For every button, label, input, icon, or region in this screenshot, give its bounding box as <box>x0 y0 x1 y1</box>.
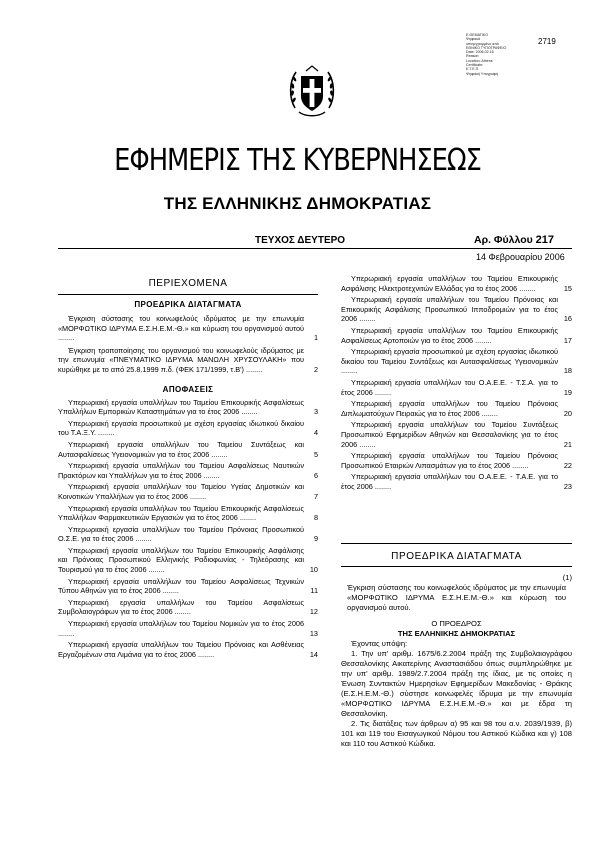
toc-entry <box>341 274 572 293</box>
item-title: Έγκριση σύστασης του κοινωφελούς ιδρύματος με την επωνυμία «ΜΟΡΦΩΤΙΚΟ ΙΔΡΥΜΑ Ε.Σ.Η.Ε.Μ.-Θ.» και κύρωση του οργανισμού αυτού. <box>347 583 566 612</box>
toc-decisions-heading: ΑΠΟΦΑΣΕΙΣ <box>162 384 214 394</box>
main-heading: ΠΡΟΕΔΡΙΚΑ ΔΙΑΤΑΓΜΑΤΑ <box>391 551 522 562</box>
stamp-line: Ε.Τ.Ε.Π. <box>466 67 480 72</box>
toc-entry-page: 22 <box>563 460 572 470</box>
toc-entry <box>58 419 318 438</box>
toc-decrees-heading: ΠΡΟΕΔΡΙΚΑ ΔΙΑΤΑΓΜΑΤΑ <box>134 300 242 309</box>
toc-heading: ΠΕΡΙΕΧΟΜΕΝΑ <box>148 278 228 289</box>
toc-entry-text: Υπερωριακή εργασία υπαλλήλων του Ταμείου Ασφαλίσεως Ναυτικών Πρακτόρων και Υπαλλήλων για το έτος 2006 ........ <box>58 461 304 480</box>
toc-entry-text: Υπερωριακή εργασία προσωπικού με σχέση εργασίας ιδιωτικού δικαίου του Ταμείου Συντάξεως και Αυτασφαλίσεως Υγειονομικών ........ <box>341 347 558 376</box>
toc-entry-text: Υπερωριακή εργασία υπαλλήλων του Ταμείου Πρόνοιας και Ασθένειας Εργαζομένων στα Λιμάνια για το έτος 2006 ........ <box>58 640 304 659</box>
toc-entry-page: 13 <box>309 628 318 638</box>
toc-entry-page: 16 <box>563 314 572 324</box>
digital-signature-stamp <box>466 33 546 76</box>
main-top-rule <box>341 543 572 544</box>
toc-entry-text: Υπερωριακή εργασία υπαλλήλων του Ταμείου Επικουρικής Ασφάλισης και Πρόνοιας Προσωπικού Ελληνικής Ραδιοφωνίας - Τηλεόρασης και Τουρισμού για το έτος 2006 ........ <box>58 545 304 575</box>
toc-entry <box>341 451 572 470</box>
toc-entry <box>58 398 318 417</box>
sheet-label: Αρ. Φύλλου <box>474 234 533 246</box>
toc-entry-text: Υπερωριακή εργασία υπαλλήλων του Ταμείου Ασφαλίσεως Συμβολαιογράφων για το έτος 2006 ........ <box>58 597 304 617</box>
gazette-subtitle: ΤΗΣ ΕΛΛΗΝΙΚΗΣ ΔΗΜΟΚΡΑΤΙΑΣ <box>163 194 432 213</box>
toc-entry-text: Υπερωριακή εργασία υπαλλήλων του Ταμείου Επικουρικής Ασφαλίσεως Υπαλλήλων Εμπορικών Καταστημάτων για το έτος 2006 ........ <box>58 397 304 417</box>
item-number: (1) <box>562 573 572 582</box>
stamp-line: Ψηφιακή Υπογραφή <box>466 71 499 76</box>
toc-entry-page: 14 <box>309 649 318 659</box>
toc-entry <box>58 640 318 659</box>
stamp-line: Location: Athens <box>466 58 493 63</box>
toc-entry <box>58 504 318 523</box>
toc-entry-page: 9 <box>313 534 318 544</box>
toc-entry <box>341 399 572 418</box>
toc-entry <box>58 461 318 480</box>
toc-entry-text: Υπερωριακή εργασία υπαλλήλων του Ταμείου Υγείας Δημοτικών και Κοινοτικών Υπαλλήλων για το έτος 2006 ........ <box>58 482 304 501</box>
toc-entry-text: Υπερωριακή εργασία υπαλλήλων του Ταμείου Πρόνοιας Διπλωματούχων Πειραιώς για το έτος 2006 ........ <box>341 399 558 418</box>
toc-entry-text: Υπερωριακή εργασία υπαλλήλων του Ταμείου Πρόνοιας Προσωπικού Ο.Σ.Ε. για το έτος 2006 ........ <box>58 524 304 544</box>
stamp-line: Ψηφιακά <box>466 37 481 42</box>
stamp-line: υπογεγραμμένο από <box>466 41 499 46</box>
toc-entry-text: Υπερωριακή εργασία υπαλλήλων του Ο.Α.Ε.Ε. - Τ.Α.Ε. για το έτος 2006 ........ <box>341 472 558 491</box>
issue-date: 14 Φεβρουαρίου 2006 <box>476 252 565 262</box>
toc-entry-page: 19 <box>563 387 572 397</box>
toc-entry-text: Υπερωριακή εργασία υπαλλήλων του Ταμείου Νομικών για το έτος 2006 ........ <box>58 619 304 638</box>
toc-entry-page: 11 <box>310 586 318 596</box>
toc-entry <box>58 525 318 544</box>
toc-entry <box>58 598 318 617</box>
toc-entry-text: Υπερωριακή εργασία υπαλλήλων του Ταμείου Πρόνοιας και Επικουρικής Ασφάλισης Προσωπικού Ιπποδρομιών για το έτος 2006 ........ <box>341 295 558 324</box>
toc-entry-text: Υπερωριακή εργασία υπαλλήλων του Ταμείου Πρόνοιας Προσωπικού Εταιριών Λιπασμάτων για το έτος 2006 ........ <box>341 451 558 470</box>
toc-entry-page: 6 <box>313 470 318 480</box>
header-rule <box>58 248 572 249</box>
toc-entry-text: Υπερωριακή εργασία υπαλλήλων του Ο.Α.Ε.Ε. - Τ.Σ.Α. για το έτος 2006 ........ <box>341 377 558 397</box>
toc-entry-page: 18 <box>563 366 572 376</box>
toc-entry-text: Έγκριση σύστασης του κοινωφελούς ιδρύματος με την επωνυμία «ΜΟΡΦΩΤΙΚΟ ΙΔΡΥΜΑ Ε.Σ.Η.Ε.Μ.-Θ.» και κύρωση του οργανισμού αυτού ........ <box>58 314 304 343</box>
issue-label: ΤΕΥΧΟΣ ΔΕΥΤΕΡΟ <box>255 235 346 246</box>
toc-entry <box>58 440 318 459</box>
toc-entry-page: 5 <box>313 449 318 459</box>
toc-column <box>58 272 318 661</box>
toc-entry-page: 12 <box>309 607 318 617</box>
toc-entry <box>58 314 318 343</box>
toc-entry-page: 7 <box>313 491 318 501</box>
toc-entry-page: 23 <box>563 481 572 491</box>
toc-entry <box>58 619 318 638</box>
toc-decisions-continued-list <box>341 274 572 491</box>
paragraph-1: 1. Την υπ' αριθμ. 1675/6.2.2004 πράξη της Συμβολαιογράφου Θεσσαλονίκης Αικατερίνης Αναστασιάδου όπως συμπληρώθηκε με την υπ' αριθμ. 1989/2.7.2004 πράξη της ίδιας, με τις οποίες η Ένωση Συντακτών Ημερησίων Εφημερίδων Μακεδονίας - Θράκης (Ε.Σ.Η.Ε.Μ.-Θ.) σύστησε κοινωφελές ίδρυμα με την επωνυμία «ΜΟΡΦΩΤΙΚΟ ΙΔΡΥΜΑ Ε.Σ.Η.Ε.Μ.-Θ.» και με έδρα τη Θεσσαλονίκη. <box>341 649 572 718</box>
stamp-line: Certificate: <box>466 63 484 68</box>
toc-entry <box>58 546 318 575</box>
toc-rule <box>58 294 318 295</box>
toc-entry-page: 20 <box>563 408 572 418</box>
paragraph-2: 2. Τις διατάξεις των άρθρων α) 95 και 98 του α.ν. 2039/1939, β) 101 και 119 του Εισαγωγικού Νόμου του Αστικού Κώδικα και γ) 108 και 110 του Αστικού Κώδικα. <box>341 719 572 748</box>
toc-entry <box>58 577 318 596</box>
toc-continued-column <box>341 274 572 493</box>
main-text-column <box>341 543 572 749</box>
toc-entry <box>341 472 572 491</box>
president-line-1: Ο ΠΡΟΕΔΡΟΣ <box>431 619 482 628</box>
toc-entry-text: Έγκριση τροποποίησης του οργανισμού του κοινωφελούς ιδρύματος με την επωνυμία «ΠΝΕΥΜΑΤΙΚΟ ΙΔΡΥΜΑ ΜΑΝΩΛΗ ΧΡΥΣΟΥΛΑΚΗ» που κυρώθηκε με το από 25.8.1999 π.δ. (ΦΕΚ 171/1999, τ.Β') ........ <box>58 345 304 374</box>
toc-entry-text: Υπερωριακή εργασία υπαλλήλων του Ταμείου Επικουρικής Ασφαλίσεως Αρτοποιών για το έτος 2006 ........ <box>341 325 558 345</box>
toc-entry-page: 1 <box>313 333 318 343</box>
stamp-line: Date: 2006.02.16 <box>466 50 494 55</box>
toc-entry-page: 21 <box>563 439 572 449</box>
stamp-line: ΕΘΝΙΚΟ ΤΥΠΟΓΡΑΦΕΙΟ <box>466 45 507 50</box>
toc-decrees-list <box>58 314 318 375</box>
sheet-number <box>474 234 554 246</box>
main-heading-rule <box>341 566 572 567</box>
toc-entry-text: Υπερωριακή εργασία υπαλλήλων του Ταμείου Επικουρικής Ασφαλίσεως Υπαλλήλων Φαρμακευτικών Εργασιών για το έτος 2006 ........ <box>58 503 304 523</box>
toc-entry <box>341 295 572 324</box>
toc-entry-page: 8 <box>313 513 318 523</box>
sheet-number-value: 217 <box>535 234 555 246</box>
toc-entry <box>58 482 318 501</box>
toc-entry-page: 10 <box>309 565 318 575</box>
toc-entry-page: 15 <box>563 283 572 293</box>
toc-entry <box>341 347 572 376</box>
toc-entry-page: 17 <box>563 335 572 345</box>
gazette-title: ΕΦΗΜΕΡΙΣ ΤΗΣ ΚΥΒΕΡΝΗΣΕΩΣ <box>114 143 481 178</box>
toc-entry-text: Υπερωριακή εργασία προσωπικού με σχέση εργασίας ιδιωτικού δικαίου του Τ.Α.Ξ.Υ. ........ <box>58 418 304 438</box>
toc-entry-page: 2 <box>313 364 318 374</box>
toc-entry <box>341 326 572 345</box>
toc-decisions-list <box>58 398 318 660</box>
stamp-line: Ε.ΘΕΜΑΤΙΚΟ <box>466 33 488 37</box>
toc-entry <box>341 378 572 397</box>
toc-entry-text: Υπερωριακή εργασία υπαλλήλων του Ταμείου Συντάξεως Προσωπικού Εφημερίδων Αθηνών και Θεσσαλονίκης για το έτος 2006 ........ <box>341 420 558 449</box>
toc-entry-text: Υπερωριακή εργασία υπαλλήλων του Ταμείου Συντάξεως και Αυτασφαλίσεως Υγειονομικών για το έτος 2006 ........ <box>58 439 304 459</box>
page-number: 2719 <box>538 37 556 46</box>
toc-entry-text: Υπερωριακή εργασία υπαλλήλων του Ταμείου Ασφαλίσεως Τεχνικών Τύπου Αθηνών για το έτος 2006 ........ <box>58 576 304 596</box>
having-in-mind: Έχοντας υπόψη: <box>351 639 408 648</box>
toc-entry-page: 3 <box>313 407 318 417</box>
greek-coat-of-arms-emblem <box>287 62 337 120</box>
toc-entry <box>341 420 572 449</box>
toc-entry-text: Υπερωριακή εργασία υπαλλήλων του Ταμείου Επικουρικής Ασφάλισης Ηλεκτροτεχνιτών Ελλάδας για το έτος 2006 ........ <box>341 274 558 293</box>
president-line-2: ΤΗΣ ΕΛΛΗΝΙΚΗΣ ΔΗΜΟΚΡΑΤΙΑΣ <box>397 629 516 638</box>
toc-entry <box>58 346 318 375</box>
stamp-line: Reason: <box>466 54 480 59</box>
toc-entry-page: 4 <box>313 428 318 438</box>
